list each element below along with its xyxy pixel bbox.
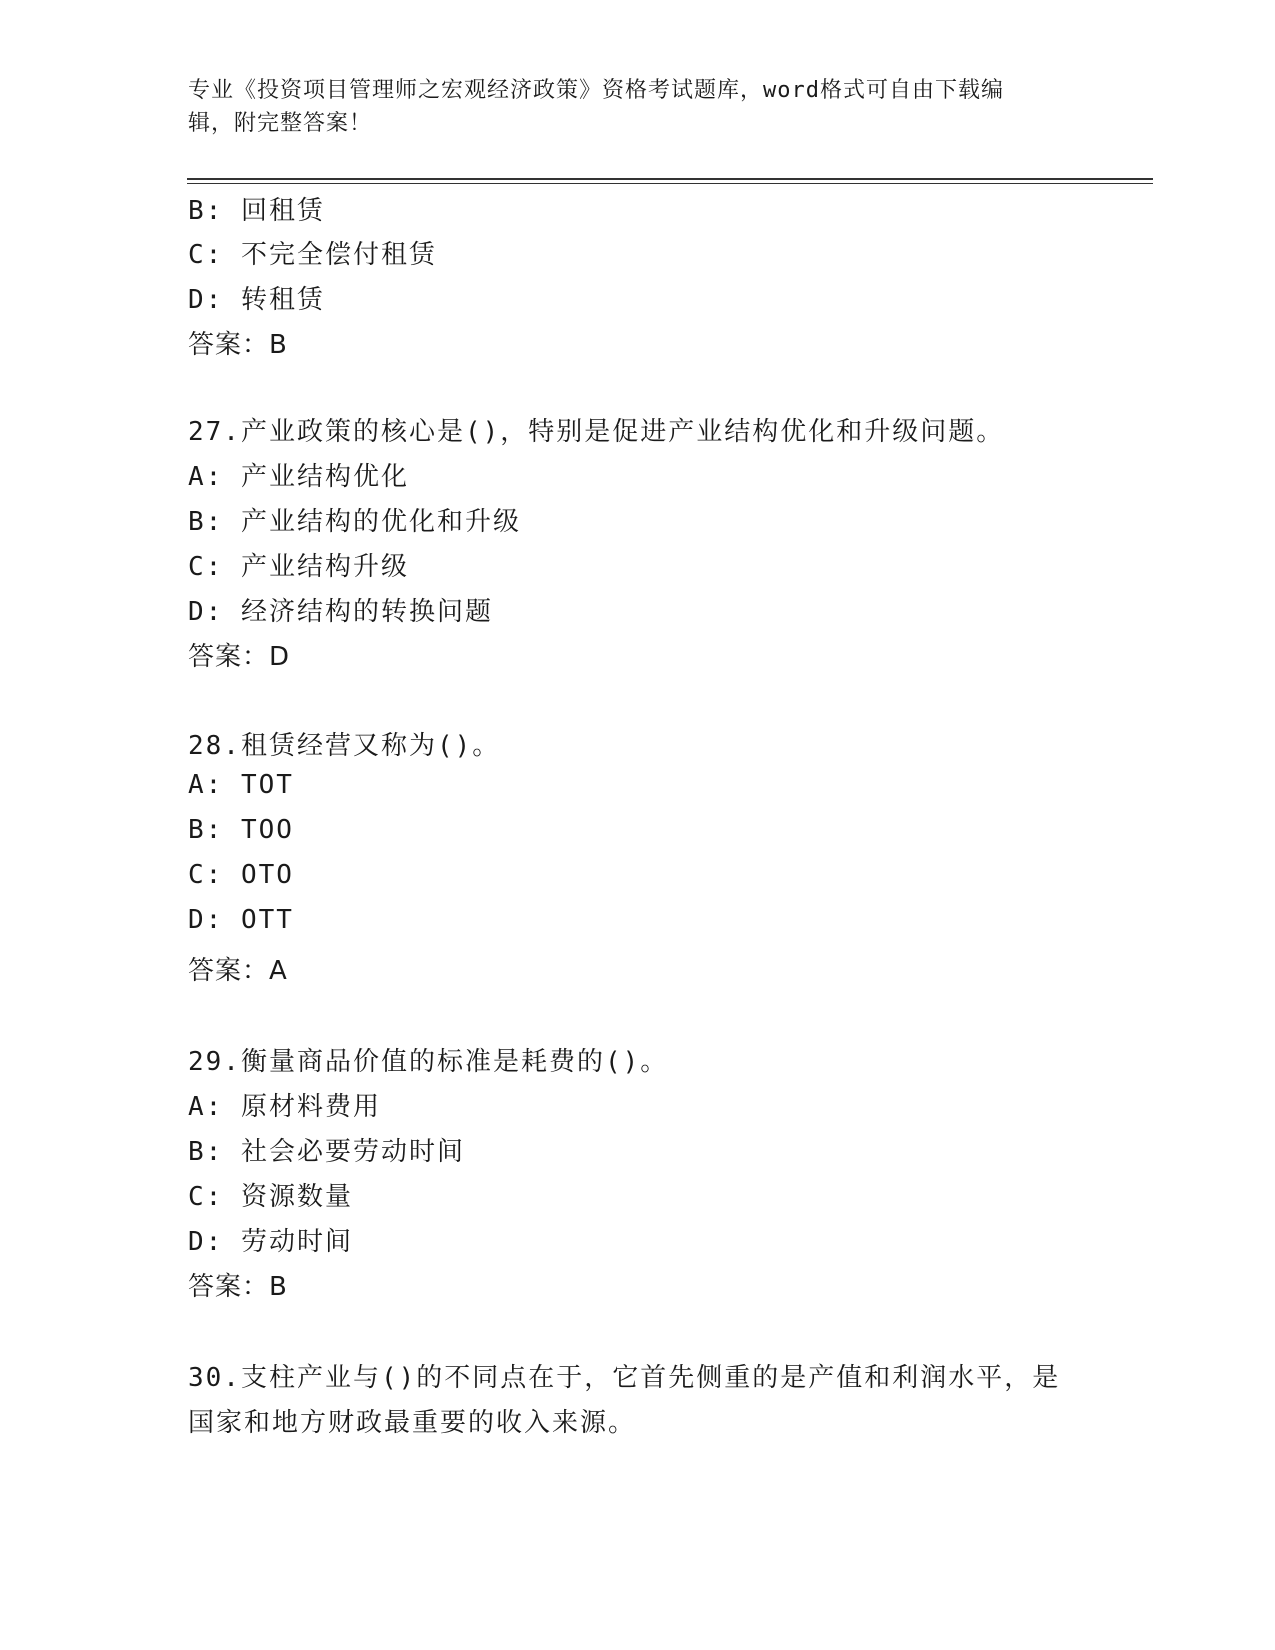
document-header — [188, 74, 1068, 140]
q26-option-d: D: 转租赁 — [188, 285, 325, 315]
q29-option-d: D: 劳动时间 — [188, 1227, 353, 1257]
q29-answer: 答案：B — [188, 1272, 288, 1302]
q29-stem: 29.衡量商品价值的标准是耗费的()。 — [188, 1047, 669, 1077]
q27-option-d: D: 经济结构的转换问题 — [188, 597, 493, 627]
q28-stem: 28.租赁经营又称为()。 — [188, 731, 501, 761]
q28-option-c: C: OTO — [188, 860, 294, 890]
q27-option-a: A: 产业结构优化 — [188, 462, 409, 492]
header-line-1: 专业《投资项目管理师之宏观经济政策》资格考试题库，word格式可自由下载编 — [188, 78, 1004, 103]
q30-stem-line-1: 30.支柱产业与()的不同点在于，它首先侧重的是产值和利润水平，是 — [188, 1363, 1061, 1393]
q28-option-b: B: TOO — [188, 815, 294, 845]
q27-answer: 答案：D — [188, 642, 291, 672]
q29-option-c: C: 资源数量 — [188, 1182, 353, 1212]
header-rule-thick — [187, 178, 1153, 180]
q27-option-c: C: 产业结构升级 — [188, 552, 409, 582]
q28-answer: 答案：A — [188, 956, 288, 986]
q26-answer: 答案：B — [188, 330, 288, 360]
q26-option-c: C: 不完全偿付租赁 — [188, 240, 437, 270]
q27-stem: 27.产业政策的核心是()，特别是促进产业结构优化和升级问题。 — [188, 417, 1005, 447]
q28-option-a: A: TOT — [188, 770, 294, 800]
header-line-2: 辑，附完整答案！ — [188, 111, 373, 136]
header-rule-thin — [187, 183, 1153, 184]
q30-stem-line-2: 国家和地方财政最重要的收入来源。 — [188, 1408, 637, 1438]
q26-option-b: B: 回租赁 — [188, 196, 325, 226]
q28-option-d: D: OTT — [188, 905, 294, 935]
q29-option-a: A: 原材料费用 — [188, 1092, 381, 1122]
q29-option-b: B: 社会必要劳动时间 — [188, 1137, 465, 1167]
q27-option-b: B: 产业结构的优化和升级 — [188, 507, 521, 537]
